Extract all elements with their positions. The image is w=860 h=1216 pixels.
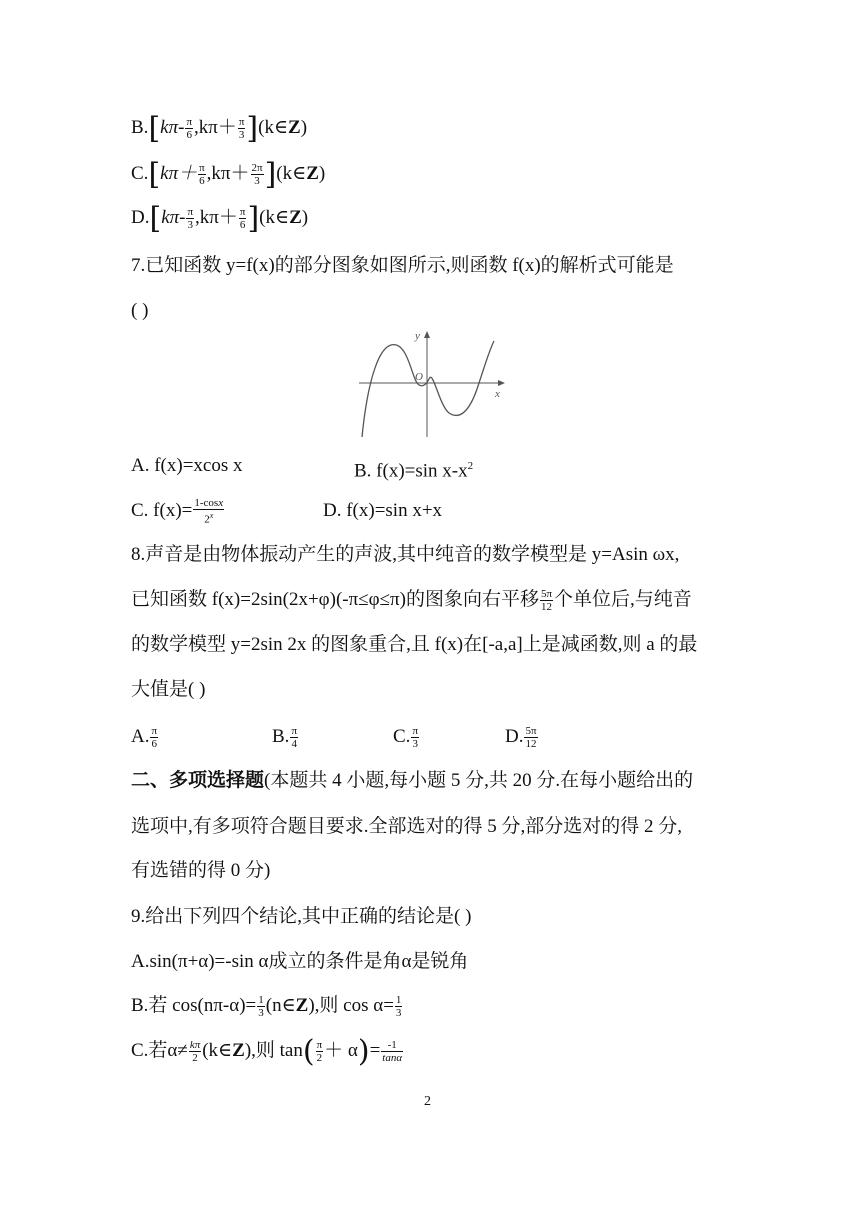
axis-label-y: y xyxy=(415,330,420,342)
q7-stem: 7.已知函数 y=f(x)的部分图象如图所示,则函数 f(x)的解析式可能是 xyxy=(131,255,674,276)
q8-option-b: B. $\frac{\pi}{4}$ xyxy=(272,725,297,751)
function-curve xyxy=(362,341,494,437)
q8-option-d: D. $\frac{5\pi}{12}$ xyxy=(505,725,537,751)
q7-option-d: D. f(x)=sin x+x xyxy=(323,500,443,521)
page-number: 2 xyxy=(424,1094,431,1109)
q9-option-a: A.sin(π+α)=-sin α成立的条件是角α是锐角 xyxy=(131,951,469,972)
axis-label-x: x xyxy=(495,388,500,400)
q7-option-b: B. f(x)=sin $x-x^2$ xyxy=(354,460,474,482)
function-graph xyxy=(355,327,515,439)
q6-option-c: C.[kπ＋ $\frac{\pi}{6}$ ,kπ＋ $\frac{2\pi}{3}$ ](k∈Z) xyxy=(131,157,326,192)
q8-option-a: A. $\frac{\pi}{6}$ xyxy=(131,725,158,751)
section-2-desc-line2: 选项中,有多项符合题目要求.全部选对的得 5 分,部分选对的得 2 分, xyxy=(131,816,683,837)
q7-blank: ( ) xyxy=(131,300,149,321)
q8-line3: 的数学模型 y=2sin 2x 的图象重合,且 f(x)在[-a,a]上是减函数,则 a 的最 xyxy=(131,634,698,655)
q8-line1: 8.声音是由物体振动产生的声波,其中纯音的数学模型是 y=Asin ωx, xyxy=(131,544,680,565)
section-2-desc-line3: 有选错的得 0 分) xyxy=(131,860,271,881)
q9-stem: 9.给出下列四个结论,其中正确的结论是( ) xyxy=(131,906,472,927)
x-axis-arrow-icon xyxy=(498,380,505,386)
origin-label: O xyxy=(415,371,423,383)
q7-option-a: A. f(x)=xcos x xyxy=(131,455,243,476)
q7-option-c: C. f(x)= $\frac{1-\cos x}{2^x}$ xyxy=(131,497,224,526)
q9-option-b: B.若 cos(nπ-α)= $\frac{1}{3}$ (n∈Z),则 cos α= $\frac{1}{3}$ xyxy=(131,994,402,1020)
y-axis-arrow-icon xyxy=(424,331,430,338)
section-2-heading: 二、多项选择题(本题共 4 小题,每小题 5 分,共 20 分.在每小题给出的 xyxy=(131,770,694,791)
q8-line4: 大值是( ) xyxy=(131,679,206,700)
q8-option-c: C. $\frac{\pi}{3}$ xyxy=(393,725,418,751)
q6-option-d: D.[kπ- $\frac{\pi}{3}$ ,kπ＋ $\frac{\pi}{6}$ ](k∈Z) xyxy=(131,201,309,236)
q9-option-c: C.若α≠ $\frac{k\pi}{2}$ (k∈Z),则 tan( $\frac{\pi}{2}$ ＋ α)= $\frac{-1}{\tan\alpha}$ xyxy=(131,1034,403,1069)
q8-line2: 已知函数 f(x)=2sin(2x+φ)(-π≤φ≤π)的图象向右平移 $\frac{5\pi}{12}$ 个单位后,与纯音 xyxy=(131,588,692,614)
q6-option-b: B.[kπ- $\frac{\pi}{6}$ ,kπ＋ $\frac{\pi}{3}$ ](k∈Z) xyxy=(131,111,308,146)
